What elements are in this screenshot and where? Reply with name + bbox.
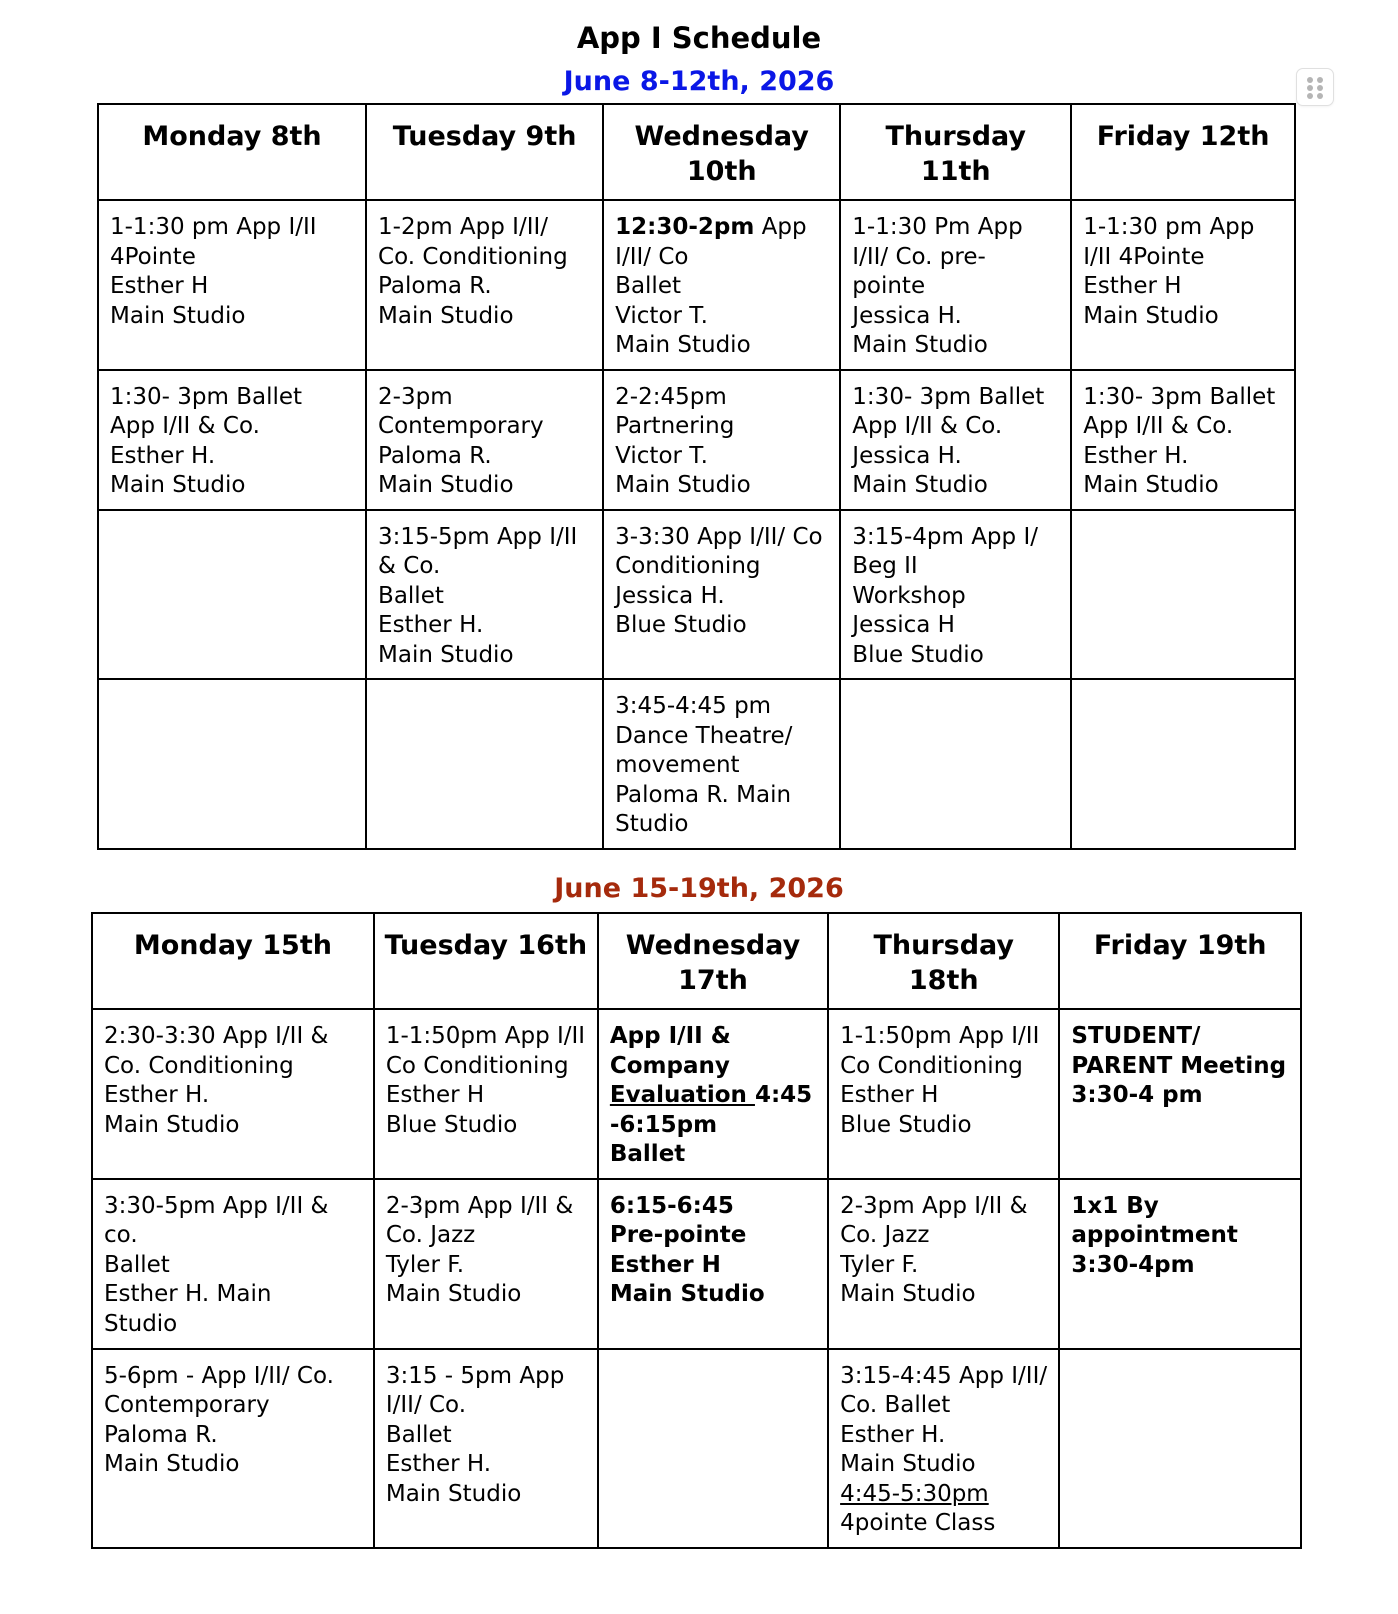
table-row <box>98 679 1295 849</box>
schedule-cell: 3:15-4pm App I/ Beg II Workshop Jessica H Blue Studio <box>840 510 1071 680</box>
class-time-bold: 12:30-2pm <box>615 214 755 240</box>
schedule-cell: 1x1 By appointment 3:30-4pm <box>1059 1179 1301 1349</box>
day-header: Thursday 11th <box>840 104 1071 200</box>
schedule-cell: 2-2:45pm Partnering Victor T. Main Studio <box>603 370 840 510</box>
day-header: Monday 8th <box>98 104 366 200</box>
class-details: App I/II/ Co Ballet Victor T. Main Studio <box>615 214 807 358</box>
day-header: Wednesday 17th <box>598 913 828 1009</box>
week1-header-row <box>98 104 1295 200</box>
schedule-cell: 1-2pm App I/II/ Co. Conditioning Paloma R. Main Studio <box>366 200 603 370</box>
schedule-cell <box>840 679 1071 849</box>
day-header: Wednesday 10th <box>603 104 840 200</box>
schedule-cell: 1-1:50pm App I/II Co Conditioning Esther H Blue Studio <box>374 1009 598 1179</box>
evaluation-label: Evaluation <box>609 1082 755 1108</box>
day-header: Thursday 18th <box>828 913 1059 1009</box>
day-header: Friday 12th <box>1071 104 1295 200</box>
schedule-cell: 3:30-5pm App I/II & co. Ballet Esther H. Main Studio <box>92 1179 374 1349</box>
day-header: Friday 19th <box>1059 913 1301 1009</box>
schedule-cell: 1-1:30 pm App I/II 4Pointe Esther H Main Studio <box>1071 200 1295 370</box>
week1-schedule-table <box>97 103 1296 850</box>
schedule-cell <box>828 1349 1059 1548</box>
evaluation-intro: App I/II & Company <box>609 1023 731 1079</box>
day-header: Tuesday 16th <box>374 913 598 1009</box>
schedule-cell: 5-6pm - App I/II/ Co. Contemporary Paloma R. Main Studio <box>92 1349 374 1548</box>
schedule-cell <box>366 679 603 849</box>
day-header: Monday 15th <box>92 913 374 1009</box>
page-title: App I Schedule <box>576 21 822 55</box>
week1-heading: June 8-12th, 2026 <box>563 66 835 97</box>
schedule-cell: 1:30- 3pm Ballet App I/II & Co. Jessica H. Main Studio <box>840 370 1071 510</box>
schedule-cell: 2-3pm Contemporary Paloma R. Main Studio <box>366 370 603 510</box>
schedule-cell: 1-1:30 pm App I/II 4Pointe Esther H Main Studio <box>98 200 366 370</box>
schedule-cell: 1-1:50pm App I/II Co Conditioning Esther H Blue Studio <box>828 1009 1059 1179</box>
schedule-cell: 1-1:30 Pm App I/II/ Co. pre- pointe Jessica H. Main Studio <box>840 200 1071 370</box>
evaluation-time: 4:45 -6:15pm Ballet <box>609 1082 813 1167</box>
schedule-cell <box>98 679 366 849</box>
table-row <box>98 370 1295 510</box>
schedule-cell: 2-3pm App I/II & Co. Jazz Tyler F. Main Studio <box>828 1179 1059 1349</box>
day-header: Tuesday 9th <box>366 104 603 200</box>
schedule-cell <box>598 1349 828 1548</box>
schedule-cell <box>1059 1349 1301 1548</box>
schedule-cell: 2-3pm App I/II & Co. Jazz Tyler F. Main Studio <box>374 1179 598 1349</box>
schedule-cell <box>1071 510 1295 680</box>
schedule-cell: 2:30-3:30 App I/II & Co. Conditioning Esther H. Main Studio <box>92 1009 374 1179</box>
table-row <box>92 1009 1301 1179</box>
schedule-cell <box>1071 679 1295 849</box>
schedule-cell: STUDENT/ PARENT Meeting 3:30-4 pm <box>1059 1009 1301 1179</box>
table-row <box>92 1349 1301 1548</box>
week2-heading: June 15-19th, 2026 <box>554 873 844 904</box>
schedule-cell: 3:45-4:45 pm Dance Theatre/ movement Paloma R. Main Studio <box>603 679 840 849</box>
class-time-underlined: 4:45-5:30pm <box>840 1480 989 1507</box>
week2-header-row <box>92 913 1301 1009</box>
schedule-cell: 6:15-6:45 Pre-pointe Esther H Main Studio <box>598 1179 828 1349</box>
table-row <box>98 200 1295 370</box>
schedule-cell <box>603 200 840 370</box>
schedule-cell <box>598 1009 828 1179</box>
table-row <box>98 510 1295 680</box>
schedule-cell <box>98 510 366 680</box>
schedule-cell: 3:15 - 5pm App I/II/ Co. Ballet Esther H. Main Studio <box>374 1349 598 1548</box>
class-name: 4pointe Class <box>840 1510 996 1536</box>
schedule-cell: 1:30- 3pm Ballet App I/II & Co. Esther H. Main Studio <box>1071 370 1295 510</box>
schedule-cell: 3-3:30 App I/II/ Co Conditioning Jessica H. Blue Studio <box>603 510 840 680</box>
table-row <box>92 1179 1301 1349</box>
schedule-cell: 1:30- 3pm Ballet App I/II & Co. Esther H. Main Studio <box>98 370 366 510</box>
class-details: 3:15-4:45 App I/II/ Co. Ballet Esther H. Main Studio <box>840 1362 1048 1477</box>
week2-schedule-table <box>91 912 1302 1549</box>
schedule-cell: 3:15-5pm App I/II & Co. Ballet Esther H. Main Studio <box>366 510 603 680</box>
